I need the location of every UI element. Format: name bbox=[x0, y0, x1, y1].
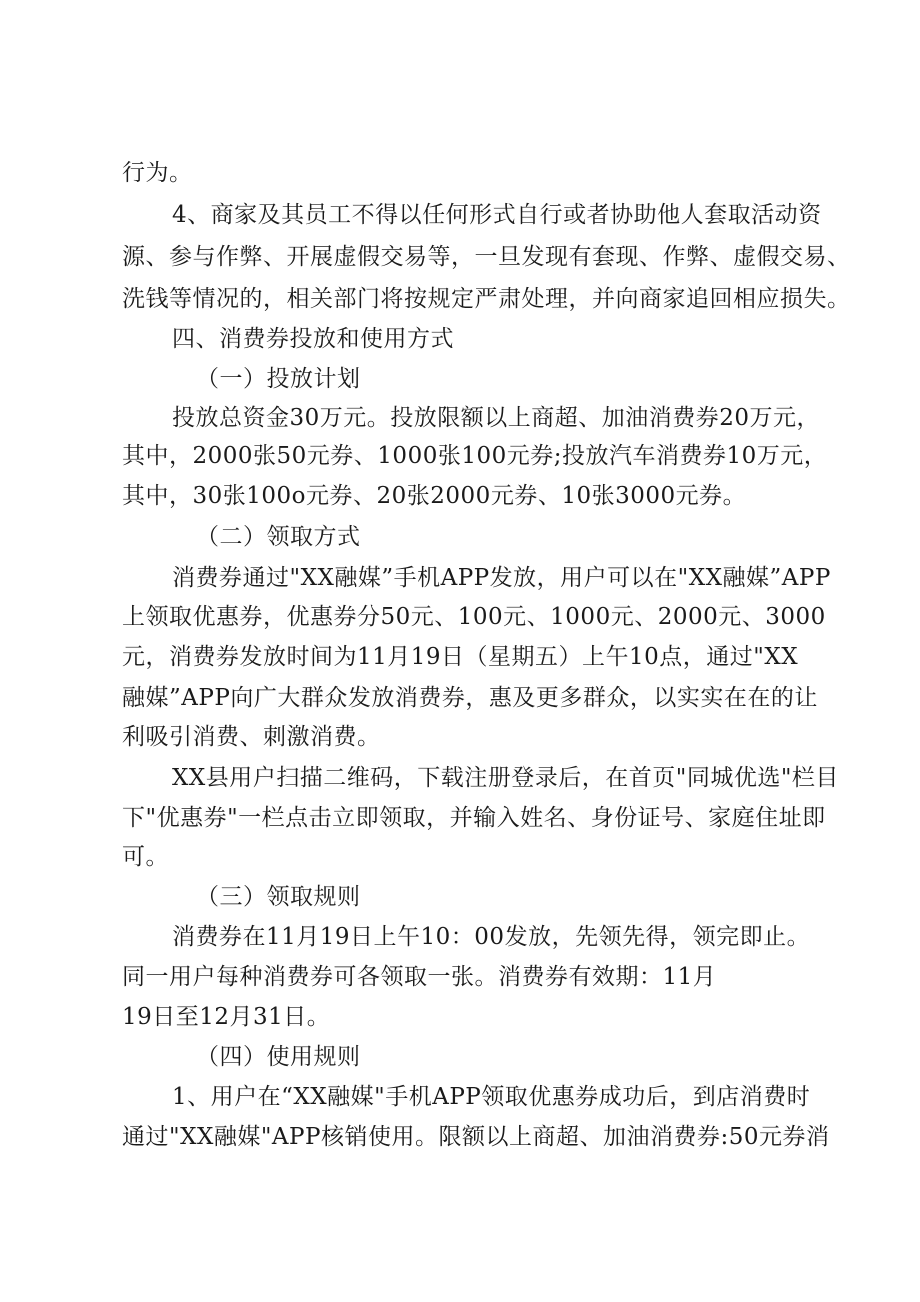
subsection-heading: （二）领取方式 bbox=[196, 524, 361, 550]
text-line: 洗钱等情况的，相关部门将按规定严肃处理，并向商家追回相应损失。 bbox=[122, 286, 851, 312]
section-heading: 四、消费券投放和使用方式 bbox=[172, 326, 454, 352]
text-line: 通过"XX融媒"APP核销使用。限额以上商超、加油消费券:50元券消 bbox=[122, 1124, 830, 1150]
subsection-heading: （四）使用规则 bbox=[196, 1044, 361, 1070]
text-line: 消费券在11月19日上午10：00发放，先领先得，领完即止。 bbox=[172, 924, 811, 950]
text-line: 4、商家及其员工不得以任何形式自行或者协助他人套取活动资 bbox=[172, 202, 822, 228]
subsection-heading: （三）领取规则 bbox=[196, 884, 361, 910]
text-line: 上领取优惠券，优惠券分50元、100元、1000元、2000元、3000 bbox=[122, 604, 826, 630]
text-line: 1、用户在“XX融媒"手机APP领取优惠券成功后，到店消费时 bbox=[172, 1084, 811, 1110]
text-line: 可。 bbox=[122, 844, 169, 870]
text-line: 消费券通过"XX融媒”手机APP发放，用户可以在"XX融媒”APP bbox=[172, 565, 831, 591]
text-line: 下"优惠券"一栏点击立即领取，并输入姓名、身份证号、家庭住址即 bbox=[122, 805, 826, 831]
text-line: 同一用户每种消费券可各领取一张。消费券有效期：11月 bbox=[122, 964, 717, 990]
text-line: 元，消费券发放时间为11月19日（星期五）上午10点，通过"XX bbox=[122, 644, 799, 670]
subsection-heading: （一）投放计划 bbox=[196, 366, 361, 392]
text-line: 行为。 bbox=[122, 160, 193, 186]
text-line: 其中，2000张50元券、1000张100元券;投放汽车消费券10万元， bbox=[122, 443, 828, 469]
text-line: 融媒”APP向广大群众发放消费券，惠及更多群众，以实实在在的让 bbox=[122, 685, 818, 711]
text-line: XX县用户扫描二维码，下载注册登录后，在首页"同城优选"栏目 bbox=[172, 765, 839, 791]
text-line: 利吸引消费、刺激消费。 bbox=[122, 724, 381, 750]
text-line: 19日至12月31日。 bbox=[122, 1004, 331, 1030]
text-line: 源、参与作弊、开展虚假交易等，一旦发现有套现、作弊、虚假交易、 bbox=[122, 244, 851, 270]
text-line: 其中，30张100o元券、20张2000元券、10张3000元券。 bbox=[122, 483, 747, 509]
text-line: 投放总资金30万元。投放限额以上商超、加油消费券20万元， bbox=[172, 405, 821, 431]
